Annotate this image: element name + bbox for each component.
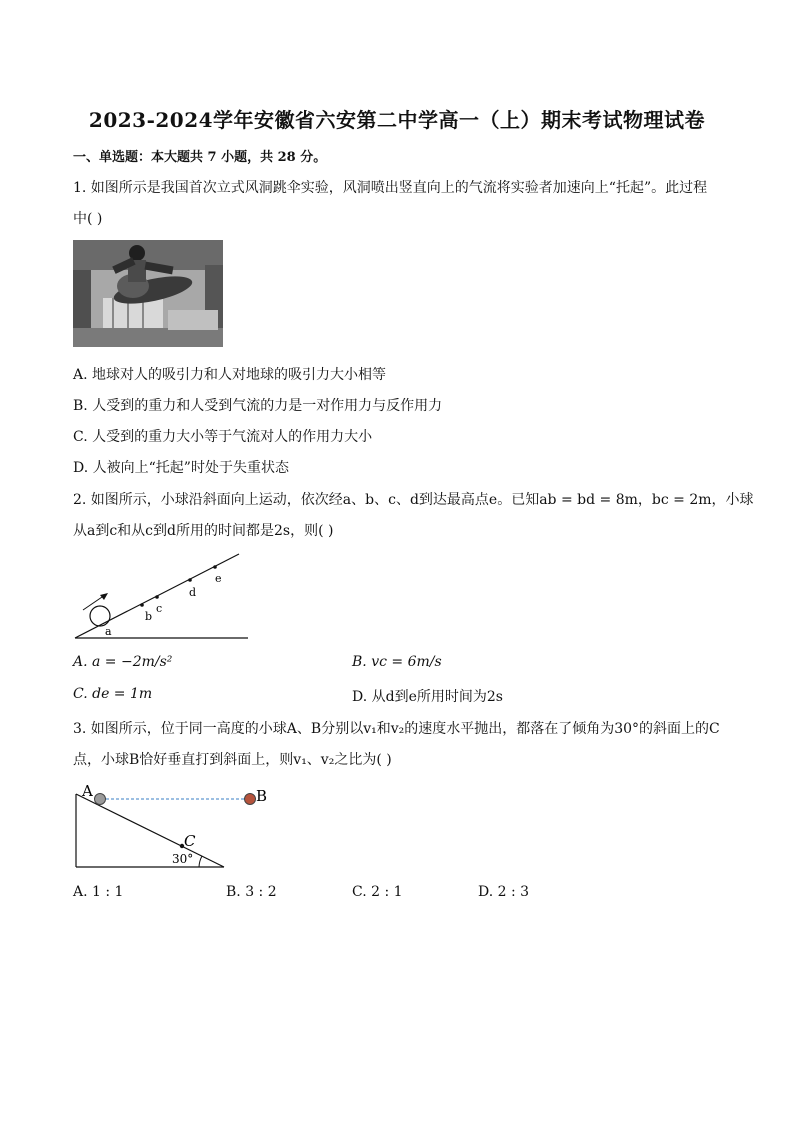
label-d: d [189,586,197,599]
q3-option-b: B. 3 : 2 [226,884,277,900]
q2-stem-line1: 2. 如图所示，小球沿斜面向上运动，依次经a、b、c、d到达最高点e。已知ab = bd = 8m，bc = 2m，小球 [73,492,754,508]
q1-option-b: B. 人受到的重力和人受到气流的力是一对作用力与反作用力 [73,398,443,414]
label-angle: 30° [172,852,194,866]
angle-arc [199,856,202,867]
wind-tunnel-photo [73,240,223,347]
q1-stem-line2: 中( ) [73,211,103,227]
q1-option-c: C. 人受到的重力大小等于气流对人的作用力大小 [73,429,373,445]
section-heading: 一、单选题：本大题共 7 小题，共 28 分。 [73,150,327,165]
label-e: e [215,572,222,585]
q2-stem-line2: 从a到c和从c到d所用的时间都是2s，则( ) [73,523,334,539]
label-a: A [82,782,93,800]
q3-option-c: C. 2 : 1 [352,884,403,900]
label-c: c [156,602,163,615]
ball [90,606,110,626]
q2-option-a: A. a = −2m/s² [73,654,173,670]
q2-option-c: C. de = 1m [73,686,153,702]
label-b: B [256,787,268,805]
ball-a [95,794,106,805]
q3-stem-line1: 3. 如图所示，位于同一高度的小球A、B分别以v₁和v₂的速度水平抛出，都落在了倾角为30°的斜面上的C [73,721,720,737]
point-b [140,603,144,607]
q2-option-b: B. vc = 6m/s [352,654,442,670]
incline-figure [73,548,253,644]
q1-stem-line1: 1. 如图所示是我国首次立式风洞跳伞实验，风洞喷出竖直向上的气流将实验者加速向上“托起”。此过程 [73,180,708,196]
wind-tunnel-photo-image [73,240,223,347]
q3-option-a: A. 1 : 1 [73,884,124,900]
q2-option-d: D. 从d到e所用时间为2s [352,689,503,705]
point-e [213,565,217,569]
ball-b [245,794,256,805]
point-d [188,578,192,582]
q3-option-d: D. 2 : 3 [478,884,530,900]
label-b: b [145,610,153,623]
projectile-figure [73,780,278,872]
q3-stem-line2: 点，小球B恰好垂直打到斜面上，则v₁、v₂之比为( ) [73,752,392,768]
label-a: a [105,625,112,638]
point-c [155,595,159,599]
q1-option-a: A. 地球对人的吸引力和人对地球的吸引力大小相等 [73,367,387,383]
q1-option-d: D. 人被向上“托起”时处于失重状态 [73,460,289,476]
arrow-head-icon [100,593,108,600]
page-title: 2023-2024学年安徽省六安第二中学高一（上）期末考试物理试卷 [88,108,706,132]
label-c: C [184,832,196,850]
